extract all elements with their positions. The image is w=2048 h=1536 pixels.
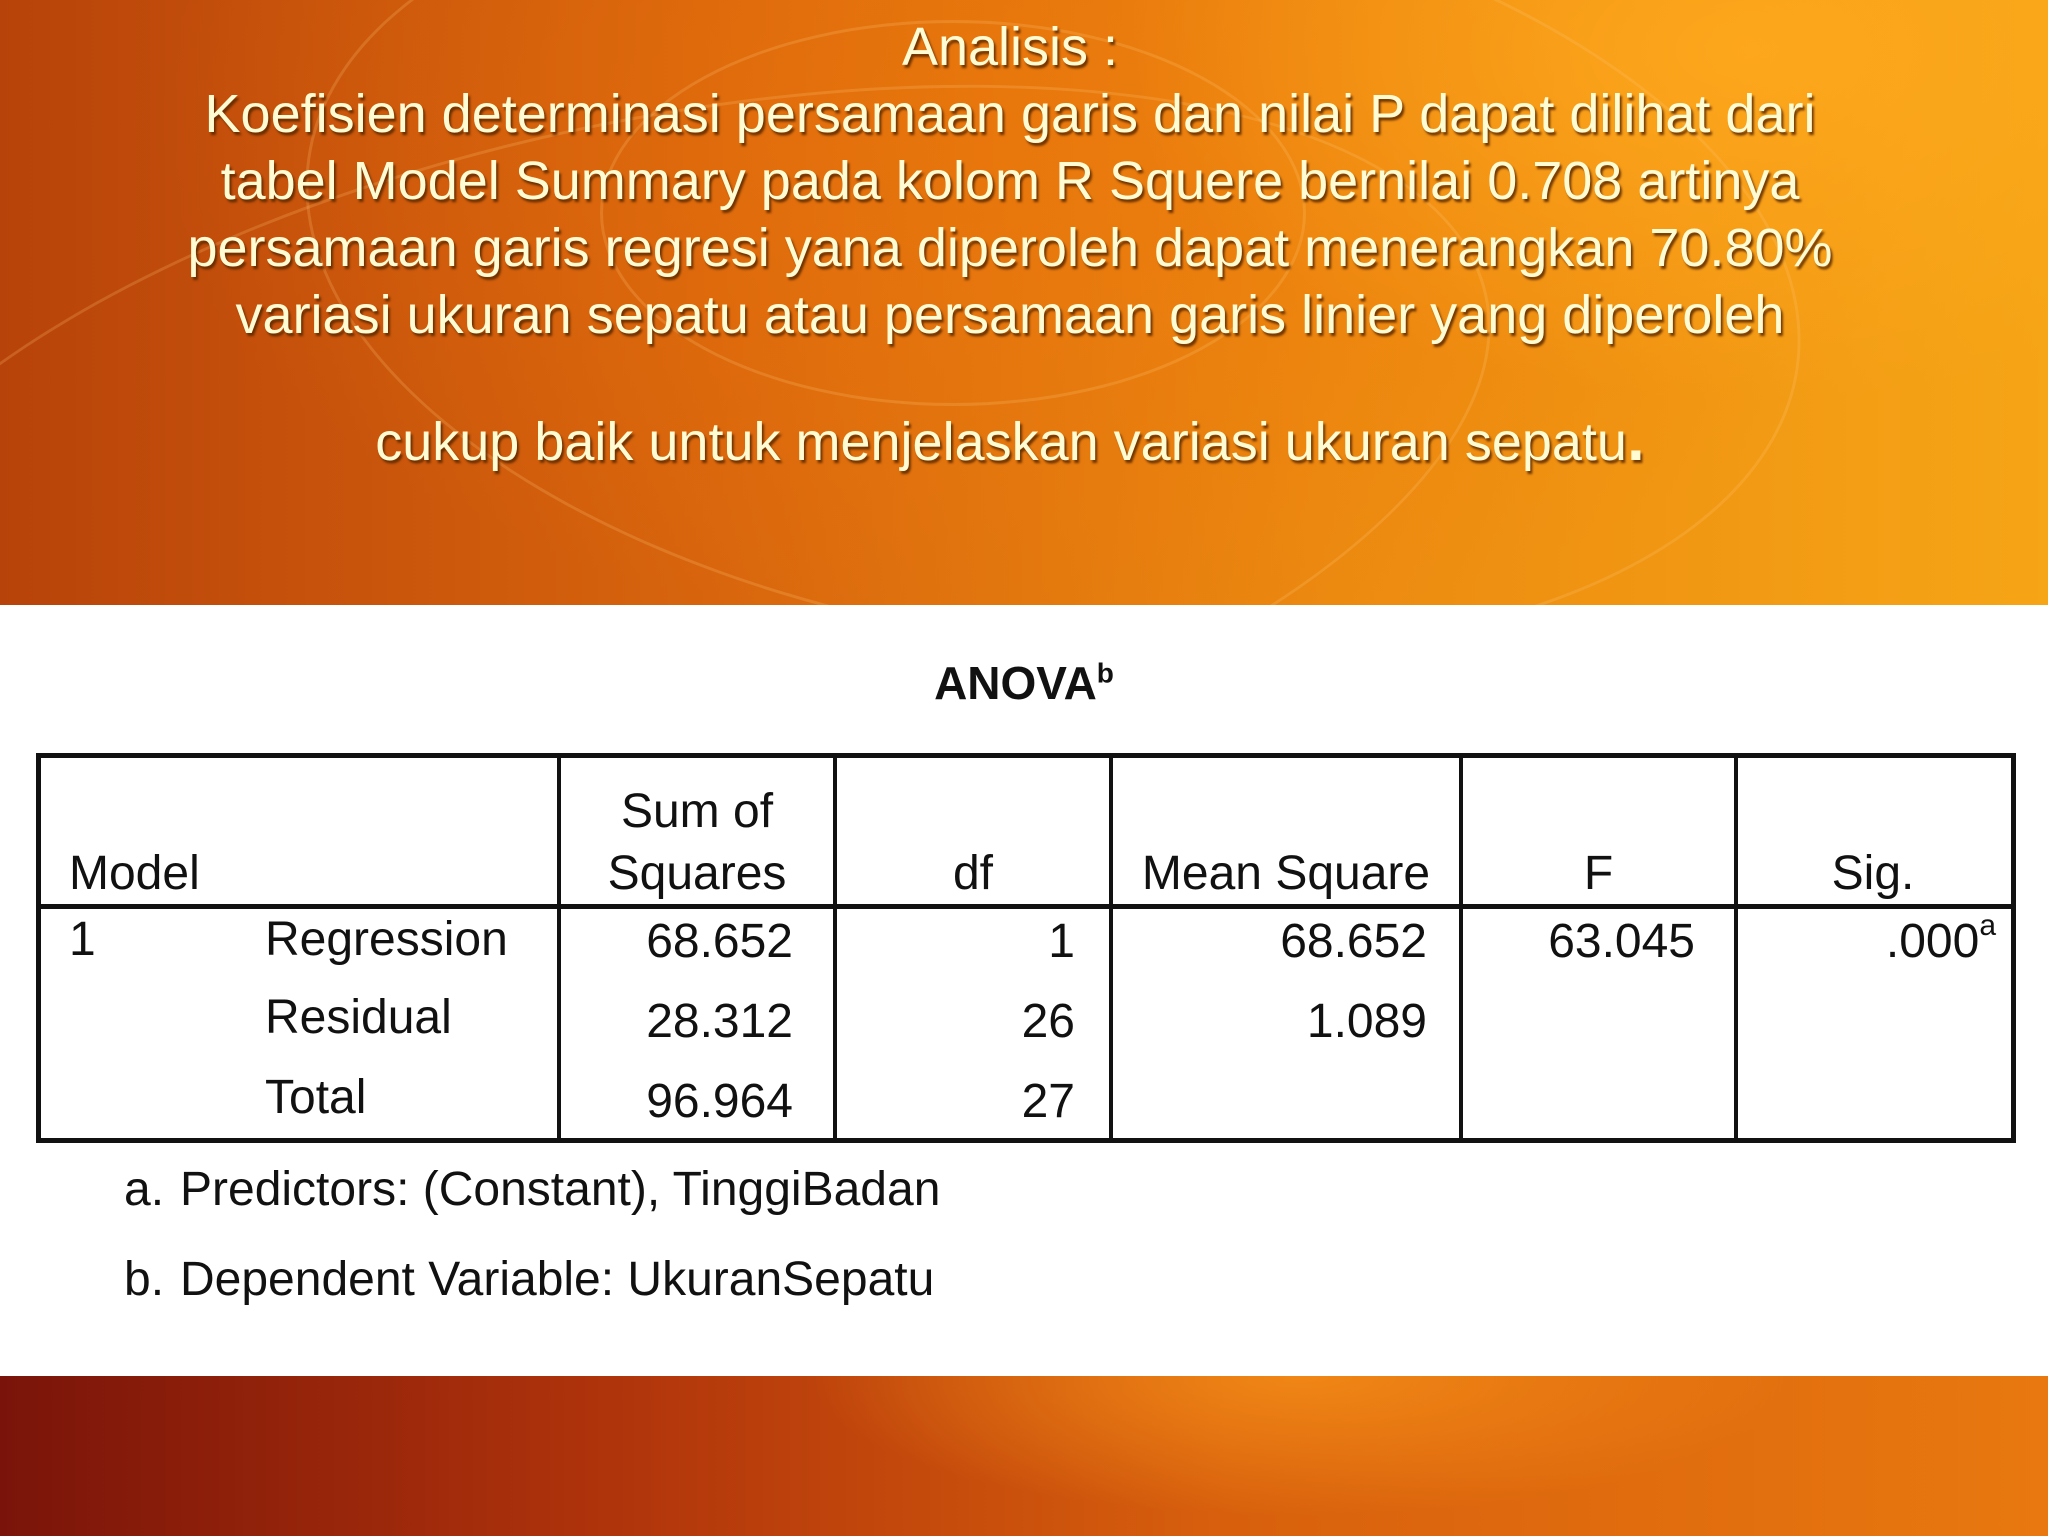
analysis-paragraph	[60, 14, 1960, 476]
analysis-line: Koefisien determinasi persamaan garis dan nilai P dapat dilihat dari	[204, 84, 1816, 144]
header-df: df	[952, 847, 994, 900]
header-divider	[41, 904, 2011, 909]
regression-sig	[1738, 909, 1996, 970]
header-sig: Sig.	[1831, 847, 1915, 900]
analysis-line: persamaan garis regresi yana diperoleh dapat menerangkan 70.80%	[187, 218, 1833, 278]
header-sum-of-squares-1: Sum of	[620, 785, 774, 838]
header-band	[0, 0, 2048, 605]
analysis-line: variasi ukuran sepatu atau persamaan garis linier yang diperoleh	[235, 285, 1785, 345]
anova-title-superscript: b	[1096, 657, 1114, 689]
footnote-a	[124, 1162, 940, 1217]
residual-mean-square: 1.089	[1306, 995, 1427, 1048]
anova-title-text: ANOVA	[934, 657, 1097, 709]
row-label-residual: Residual	[265, 991, 452, 1044]
analysis-line: cukup baik untuk menjelaskan variasi ukuran sepatu	[375, 412, 1627, 472]
total-df: 27	[1021, 1075, 1075, 1128]
total-sum-of-squares: 96.964	[646, 1075, 793, 1128]
regression-sum-of-squares: 68.652	[646, 915, 793, 968]
footer-band	[0, 1376, 2048, 1536]
footnote-mark: a.	[124, 1163, 165, 1216]
residual-sum-of-squares: 28.312	[646, 995, 793, 1048]
analysis-line-final	[60, 402, 1960, 476]
anova-title	[0, 656, 2048, 710]
footnote-b	[124, 1252, 934, 1307]
analysis-line: tabel Model Summary pada kolom R Squere bernilai 0.708 artinya	[220, 151, 1800, 211]
analysis-heading: Analisis :	[901, 17, 1119, 77]
header-sum-of-squares-2: Squares	[607, 847, 787, 900]
regression-mean-square: 68.652	[1280, 915, 1427, 968]
row-label-total: Total	[265, 1071, 367, 1124]
anova-table	[36, 753, 2016, 1143]
regression-sig-value: .000	[1885, 915, 1980, 968]
footnote-text: Dependent Variable: UkuranSepatu	[180, 1253, 935, 1306]
header-mean-square: Mean Square	[1141, 847, 1431, 900]
regression-sig-superscript: a	[1979, 909, 1996, 942]
regression-f: 63.045	[1548, 915, 1695, 968]
analysis-end-mark: .	[1626, 402, 1645, 474]
header-model: Model	[69, 847, 200, 900]
footnote-text: Predictors: (Constant), TinggiBadan	[180, 1163, 941, 1216]
model-number: 1	[69, 913, 96, 966]
regression-df: 1	[1048, 915, 1075, 968]
footnote-mark: b.	[124, 1253, 165, 1306]
header-f: F	[1583, 847, 1614, 900]
residual-df: 26	[1021, 995, 1075, 1048]
row-label-regression: Regression	[265, 913, 508, 966]
